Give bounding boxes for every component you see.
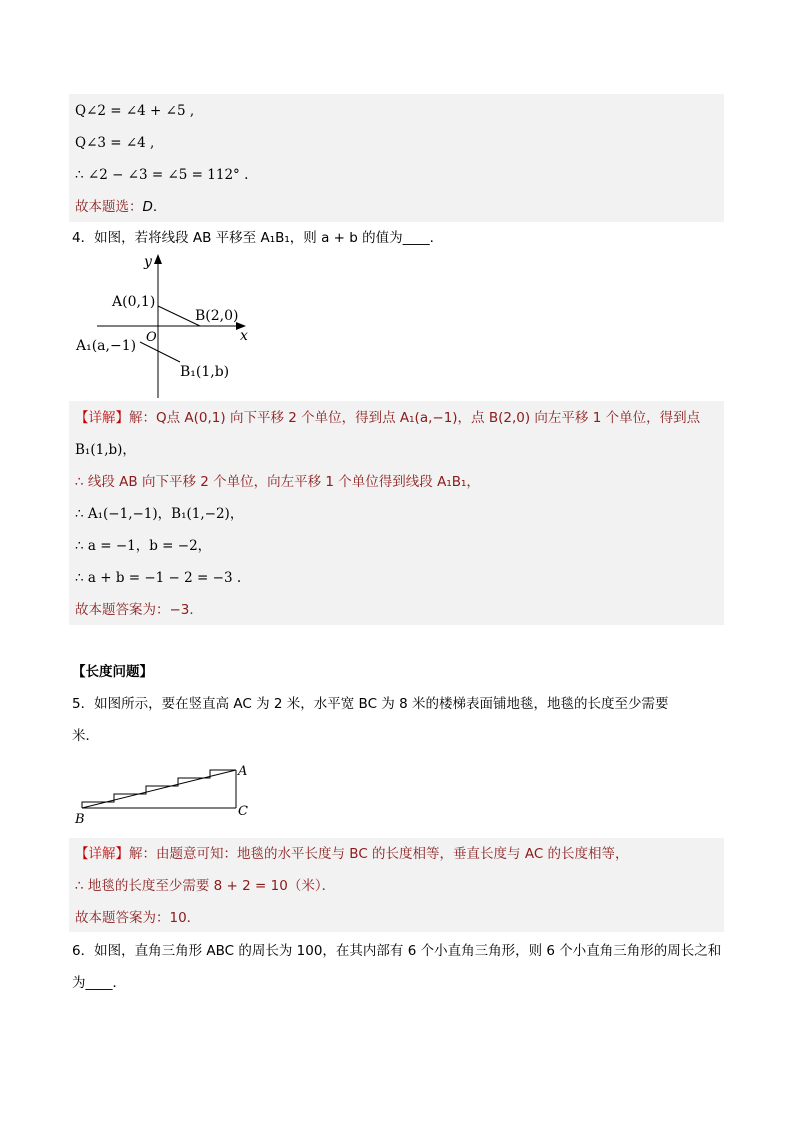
question-6-line-2: 为____． — [72, 975, 126, 991]
segment-A1B1 — [140, 342, 180, 362]
solution-3-line-1: Q∠2 = ∠4 + ∠5 , — [75, 103, 195, 119]
point-B-label: B — [75, 812, 85, 827]
point-A-label: A — [238, 764, 248, 779]
hypotenuse-AB — [82, 770, 236, 808]
solution-5-line-2: ∴ 地毯的长度至少需要 8 + 2 = 10（米）． — [75, 878, 336, 894]
solution-5-line-1: 【详解】解：由题意可知：地毯的水平长度与 BC 的长度相等，垂直长度与 AC 的长度相等， — [75, 846, 629, 862]
y-axis-arrow — [154, 254, 162, 264]
section-heading: 【长度问题】 — [72, 664, 153, 680]
x-axis-label: x — [240, 328, 248, 344]
solution-3-line-2: Q∠3 = ∠4 , — [75, 135, 155, 151]
segment-AB — [158, 306, 200, 326]
question-5-line-1: 5．如图所示，要在竖直高 AC 为 2 米，水平宽 BC 为 8 米的楼梯表面铺地毯，地毯的长度至少需要 — [72, 696, 669, 712]
point-C-label: C — [238, 804, 248, 819]
question-6-line-1: 6．如图，直角三角形 ABC 的周长为 100，在其内部有 6 个小直角三角形，则 6 个小直角三角形的周长之和 — [72, 943, 722, 959]
solution-4-line-2: B₁(1,b)， — [75, 442, 136, 458]
question-4: 4．如图，若将线段 AB 平移至 A₁B₁，则 a + b 的值为____． — [72, 230, 444, 246]
question-5-figure — [70, 760, 260, 830]
point-A-label: A(0,1) — [112, 294, 156, 310]
solution-4-answer: 故本题答案为：−3． — [75, 602, 203, 618]
point-B-label: B(2,0) — [195, 308, 239, 324]
detail-tag: 【详解】 — [75, 410, 129, 426]
detail-tag: 【详解】 — [75, 846, 129, 862]
solution-4-line-4: ∴ A₁(−1,−1)，B₁(1,−2)， — [75, 506, 244, 522]
solution-4-line-5: ∴ a = −1，b = −2， — [75, 538, 212, 554]
y-axis-label: y — [144, 254, 152, 270]
point-A1-label: A₁(a,−1) — [76, 338, 137, 354]
question-4-figure — [70, 250, 270, 402]
origin-label: O — [146, 330, 157, 345]
solution-4-line-6: ∴ a + b = −1 − 2 = −3 . — [75, 570, 242, 586]
solution-3-line-3: ∴ ∠2 − ∠3 = ∠5 = 112° . — [75, 167, 249, 183]
solution-4-line-1: 【详解】解：Q点 A(0,1) 向下平移 2 个单位，得到点 A₁(a,−1)，点 B(2,0) 向左平移 1 个单位，得到点 — [75, 410, 701, 426]
solution-3-answer: 故本题选：D. — [75, 199, 158, 215]
point-B1-label: B₁(1,b) — [180, 364, 230, 380]
solution-5-answer: 故本题答案为：10． — [75, 910, 201, 926]
question-5-line-2: 米． — [72, 728, 99, 744]
solution-4-line-3: ∴ 线段 AB 向下平移 2 个单位，向左平移 1 个单位得到线段 A₁B₁， — [75, 474, 480, 490]
